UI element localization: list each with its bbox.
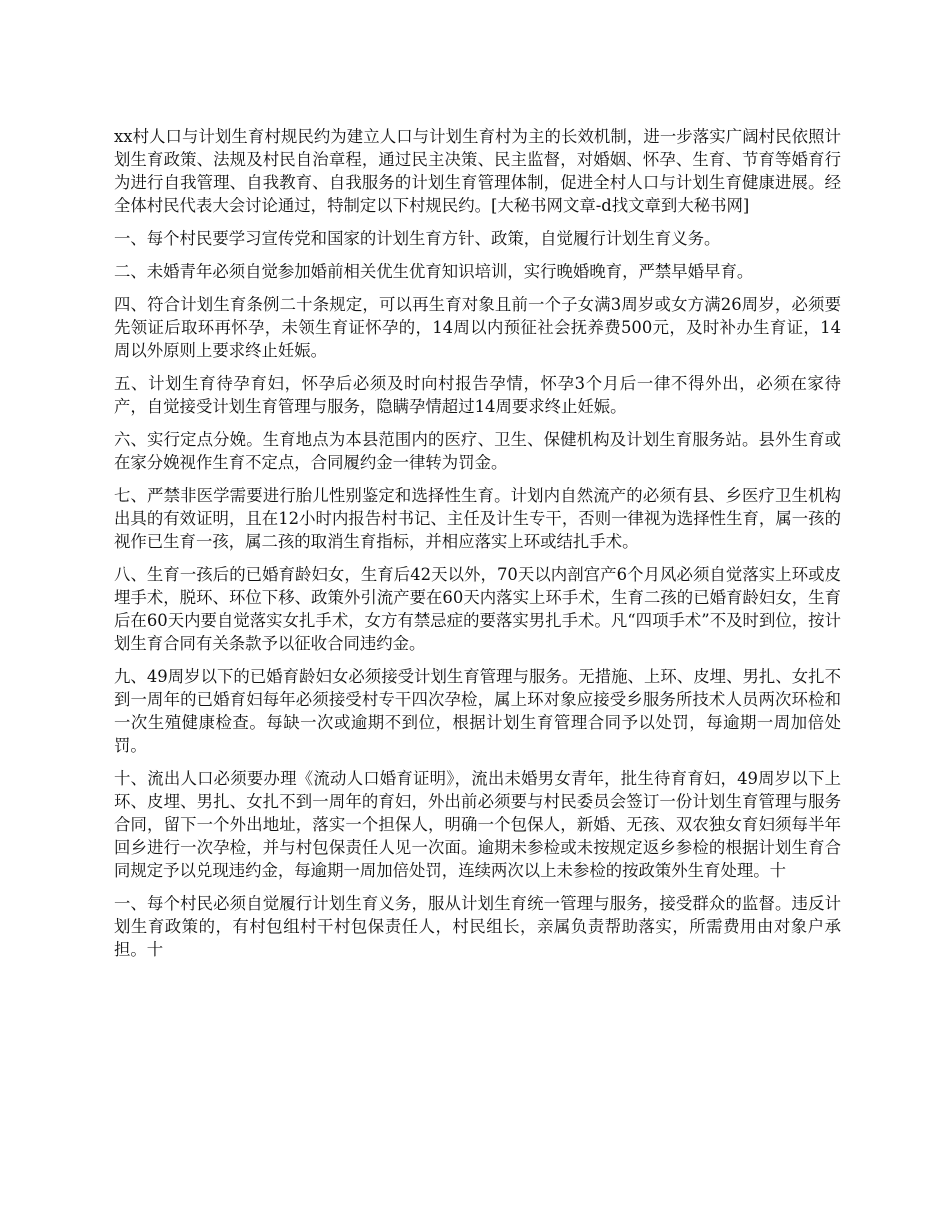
rule-paragraph-10: 十、流出人口必须要办理《流动人口婚育证明》，流出未婚男女青年，批生待育育妇，49周岁以下上环、皮埋、男扎、女扎不到一周年的育妇，外出前必须要与村民委员会签订一份计划生育管理与服务合同，留下一个外出地址，落实一个担保人，明确一个包保人，新婚、无孩、双农独女育妇须每半年回乡进行一次孕检，并与村包保责任人见一次面。逾期未参检或未按规定返乡参检的根据计划生育合同规定予以兑现违约金，每逾期一周加倍处罚，连续两次以上未参检的按政策外生育处理。十: [114, 769, 841, 880]
rule-paragraph-6: 六、实行定点分娩。生育地点为本县范围内的医疗、卫生、保健机构及计划生育服务站。县外生育或在家分娩视作生育不定点，合同履约金一律转为罚金。: [114, 430, 841, 472]
rule-paragraph-4: 四、符合计划生育条例二十条规定，可以再生育对象且前一个子女满3周岁或女方满26周岁，必须要先领证后取环再怀孕，未领生育证怀孕的，14周以内预征社会抚养费500元，及时补办生育证，14周以外原则上要求终止妊娠。: [114, 295, 841, 360]
rule-paragraph-8: 八、生育一孩后的已婚育龄妇女，生育后42天以外，70天以内剖宫产6个月风必须自觉落实上环或皮埋手术，脱环、环位下移、政策外引流产要在60天内落实上环手术，生育二孩的已婚育龄妇女，生育后在60天内要自觉落实女扎手术，女方有禁忌症的要落实男扎手术。凡“四项手术”不及时到位，按计划生育合同有关条款予以征收合同违约金。: [114, 565, 841, 653]
rule-paragraph-7: 七、严禁非医学需要进行胎儿性别鉴定和选择性生育。计划内自然流产的必须有县、乡医疗卫生机构出具的有效证明，且在12小时内报告村书记、主任及计生专干，否则一律视为选择性生育，属一孩的视作已生育一孩，属二孩的取消生育指标，并相应落实上环或结扎手术。: [114, 486, 841, 551]
document-body: [114, 125, 841, 971]
rule-paragraph-9: 九、49周岁以下的已婚育龄妇女必须接受计划生育管理与服务。无措施、上环、皮埋、男扎、女扎不到一周年的已婚育妇每年必须接受村专干四次孕检，属上环对象应接受乡服务所技术人员两次环检和一次生殖健康检查。每缺一次或逾期不到位，根据计划生育管理合同予以处罚，每逾期一周加倍处罚。: [114, 667, 841, 755]
rule-paragraph-2: 二、未婚青年必须自觉参加婚前相关优生优育知识培训，实行晚婚晚育，严禁早婚早育。: [114, 262, 754, 281]
intro-paragraph: xx村人口与计划生育村规民约为建立人口与计划生育村为主的长效机制，进一步落实广阔村民依照计划生育政策、法规及村民自治章程，通过民主决策、民主监督，对婚姻、怀孕、生育、节育等婚育行为进行自我管理、自我教育、自我服务的计划生育管理体制，促进全村人口与计划生育健康进展。经全体村民代表大会讨论通过，特制定以下村规民约。[大秘书网文章-d找文章到大秘书网]: [114, 127, 841, 215]
rule-paragraph-5: 五、计划生育待孕育妇，怀孕后必须及时向村报告孕情，怀孕3个月后一律不得外出，必须在家待产，自觉接受计划生育管理与服务，隐瞒孕情超过14周要求终止妊娠。: [114, 374, 841, 416]
rule-paragraph-1: 一、每个村民要学习宣传党和国家的计划生育方针、政策，自觉履行计划生育义务。: [114, 229, 721, 248]
rule-paragraph-11: 一、每个村民必须自觉履行计划生育义务，服从计划生育统一管理与服务，接受群众的监督。违反计划生育政策的，有村包组村干村包保责任人，村民组长，亲属负责帮助落实，所需费用由对象户承担。十: [114, 894, 841, 959]
